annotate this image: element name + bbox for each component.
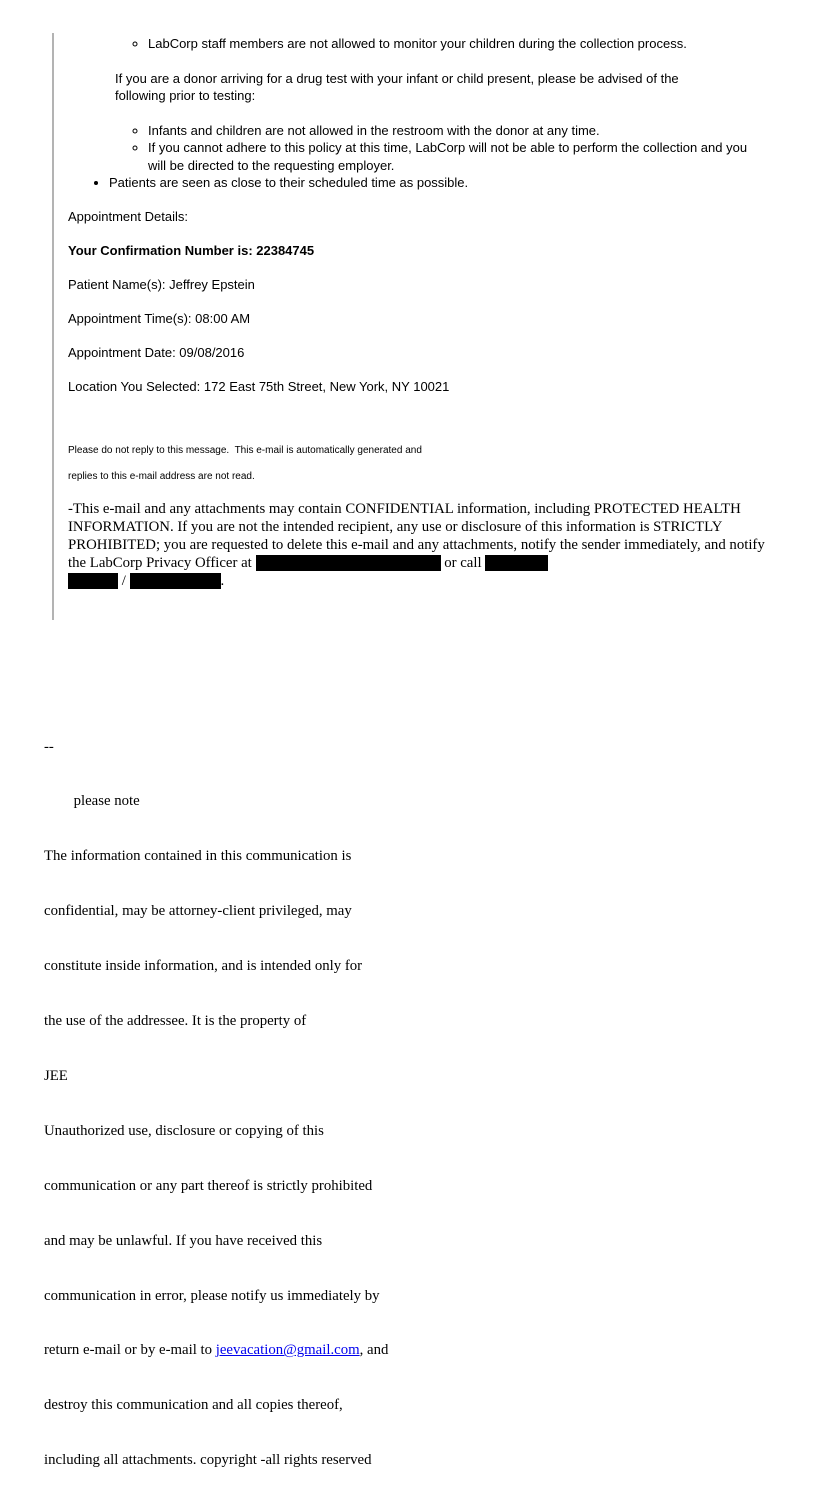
signature-line: including all attachments. copyright -all rights reserved — [44, 1452, 372, 1469]
signature-disclaimer — [44, 701, 388, 1506]
signature-line: The information contained in this communication is — [44, 848, 352, 865]
signature-line-with-link — [44, 1341, 388, 1359]
list-item-continuation — [109, 35, 764, 174]
signature-line: destroy this communication and all copies thereof, — [44, 1397, 343, 1414]
email-link[interactable]: jeevacation@gmail.com — [215, 1342, 360, 1359]
sub-list-monitoring — [109, 35, 764, 53]
disclaimer-text: . — [220, 572, 225, 589]
list-item-patients: • Patients are seen as close to their scheduled time as possible. — [109, 174, 764, 192]
signature-text: , and — [359, 1342, 389, 1359]
patient-name: Patient Name(s): Jeffrey Epstein — [68, 277, 255, 292]
disclaimer-text: / — [118, 572, 130, 589]
redaction-bar — [485, 555, 548, 571]
signature-line: Unauthorized use, disclosure or copying of this — [44, 1122, 324, 1139]
auto-notice-line: replies to this e-mail address are not read. — [68, 470, 255, 482]
list-item: ◦ LabCorp staff members are not allowed to monitor your children during the collection process. — [148, 35, 758, 53]
signature-line: -- — [44, 738, 54, 755]
signature-line: and may be unlawful. If you have received this — [44, 1232, 323, 1249]
signature-line: confidential, may be attorney-client privileged, may — [44, 903, 352, 920]
appointment-time: Appointment Time(s): 08:00 AM — [68, 311, 251, 326]
signature-line: constitute inside information, and is intended only for — [44, 958, 363, 975]
redaction-bar — [256, 555, 441, 571]
disclaimer-text: -This e-mail and any attachments may contain CONFIDENTIAL information, including PROTECTED HEALTH INFORMATION. If you are not the intended recipient, any use or disclosure of this information is STRICTLY PROHIBITED; you are requested to delete this e-mail and any attachments, notify the sender immediately, and notify the LabCorp Privacy Officer at — [68, 500, 765, 571]
signature-line: communication or any part thereof is strictly prohibited — [44, 1177, 373, 1194]
disclaimer-text: or call — [440, 554, 486, 571]
signature-line: please note — [44, 793, 140, 810]
appointment-location: Location You Selected: 172 East 75th Street, New York, NY 10021 — [68, 379, 450, 394]
sub-list-infants — [109, 122, 764, 175]
list-item: ◦ Infants and children are not allowed in the restroom with the donor at any time. — [148, 122, 758, 140]
appointment-details-section — [68, 208, 764, 396]
confirmation-number: Your Confirmation Number is: 22384745 — [68, 243, 315, 258]
signature-text: return e-mail or by e-mail to — [44, 1342, 216, 1359]
appointment-details-heading: Appointment Details: — [68, 209, 188, 224]
auto-generated-notice — [68, 444, 764, 483]
signature-line: JEE — [44, 1067, 68, 1084]
redaction-bar — [130, 573, 221, 589]
quoted-message — [52, 33, 764, 620]
donor-notice-paragraph: If you are a donor arriving for a drug test with your infant or child present, please be advised of the following prior to testing: — [115, 70, 679, 103]
policy-list — [68, 35, 764, 192]
appointment-date: Appointment Date: 09/08/2016 — [68, 345, 245, 360]
signature-line: communication in error, please notify us immediately by — [44, 1287, 380, 1304]
list-item: ◦ If you cannot adhere to this policy at this time, LabCorp will not be able to perform the collection and you will be directed to the requesting employer. — [148, 139, 758, 174]
confidentiality-disclaimer — [68, 500, 768, 590]
signature-line: the use of the addressee. It is the property of — [44, 1013, 307, 1030]
auto-notice-line: Please do not reply to this message. This e-mail is automatically generated and — [68, 444, 422, 456]
redaction-bar — [68, 573, 118, 589]
